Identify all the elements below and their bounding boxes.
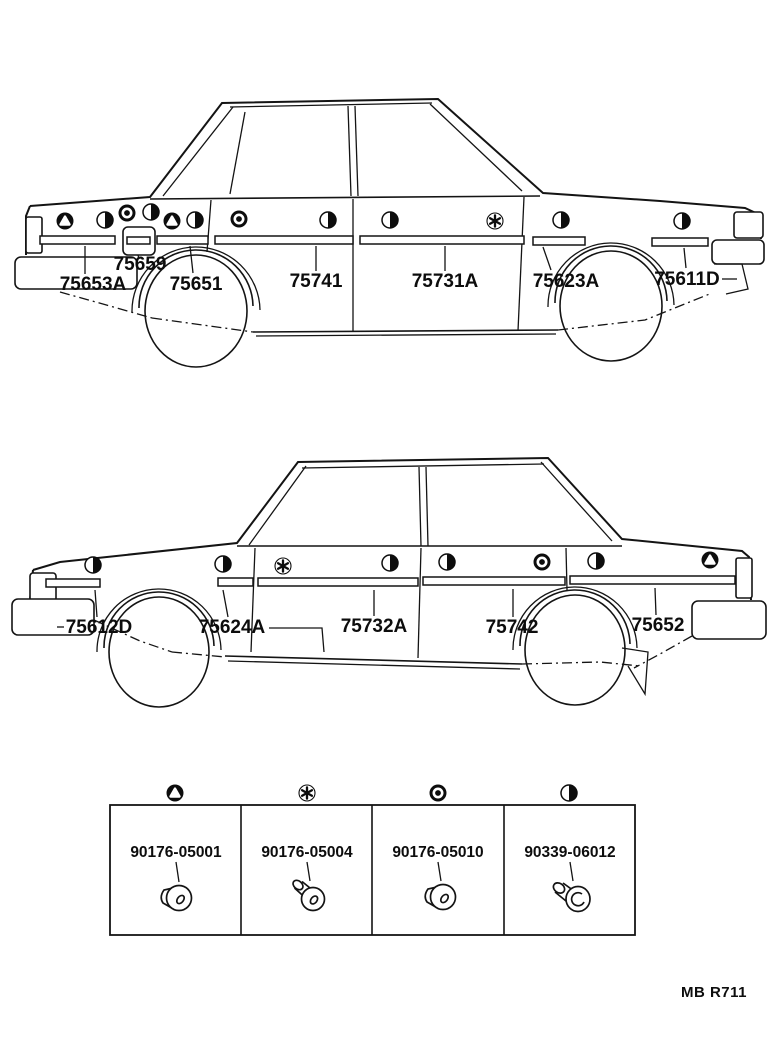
asterisk-marker-icon [299,785,315,801]
half-marker-icon [187,212,203,228]
grommet-screw-icon [161,886,191,911]
part-label: 75653A [59,274,127,295]
part-label: 75732A [340,616,408,637]
asterisk-marker-icon [275,558,291,574]
part-label: 75742 [485,617,539,638]
hex-head-screw-icon [291,878,324,910]
half-marker-icon [553,212,569,228]
bottom-car-drawing [12,458,766,707]
target-marker-icon [119,205,136,222]
half-marker-icon [97,212,113,228]
top-car-drawing [15,99,764,367]
half-marker-icon [439,554,455,570]
grommet-screw-icon [425,885,455,910]
triangle-marker-icon [702,552,719,569]
target-marker-icon [430,785,447,802]
half-marker-icon [143,204,159,220]
top-car-markers [57,204,691,230]
half-marker-icon [85,557,101,573]
fastener-part-number: 90176-05010 [392,844,484,861]
half-marker-icon [382,555,398,571]
figure-code: MB R711 [680,984,748,1001]
part-label: 75651 [169,274,223,295]
rear-bumper [692,601,766,639]
triangle-marker-icon [167,785,184,802]
part-label: 75612D [65,617,133,638]
bottom-car-markers [85,552,719,575]
front-wheel [109,597,209,707]
part-label: 75731A [411,271,479,292]
part-label: 75623A [532,271,600,292]
bottom-car-mouldings [46,576,735,587]
rear-wheel [525,595,625,705]
half-marker-icon [320,212,336,228]
fastener-part-number: 90176-05004 [261,844,353,861]
fastener-part-number: 90176-05001 [130,844,222,861]
half-marker-icon [215,556,231,572]
fastener-table [110,785,635,936]
part-label: 75652 [631,615,685,636]
table-leaders [176,862,573,882]
half-marker-icon [588,553,604,569]
part-label: 75611D [654,269,720,290]
front-bumper [712,240,764,264]
part-label: 75659 [113,254,167,275]
triangle-marker-icon [57,213,74,230]
fastener-part-number: 90339-06012 [524,844,616,861]
front-wheel [560,251,662,361]
asterisk-marker-icon [487,213,503,229]
headlamp [734,212,763,238]
part-label: 75624A [198,617,266,638]
half-marker-icon [561,785,577,801]
half-marker-icon [382,212,398,228]
part-label: 75741 [289,271,343,292]
triangle-marker-icon [164,213,181,230]
push-rivet-icon [551,881,590,912]
tail-lamp [736,558,752,598]
target-marker-icon [231,211,248,228]
tail-lamp [26,217,42,253]
half-marker-icon [674,213,690,229]
target-marker-icon [534,554,551,571]
